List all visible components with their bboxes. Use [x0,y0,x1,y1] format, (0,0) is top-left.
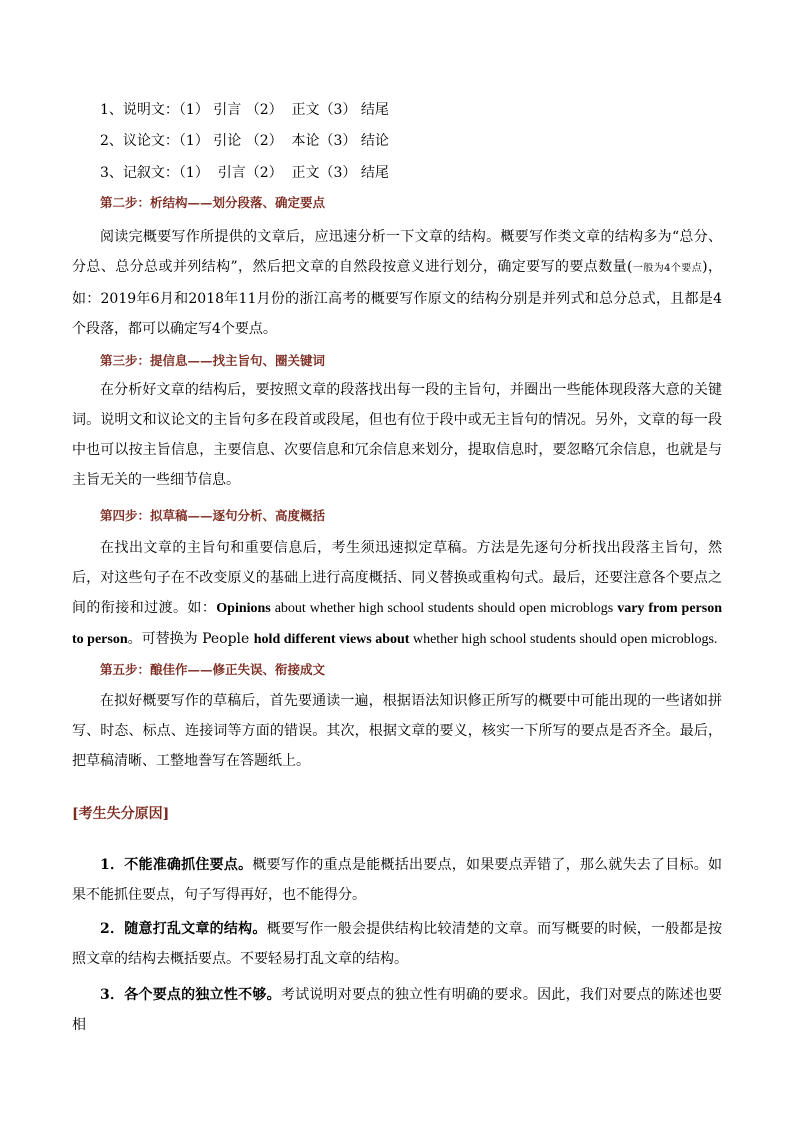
step-5-title: 第五步：酿佳作——修正失误、衔接成文 [100,662,326,677]
reason-title: 2．随意打乱文章的结构。 [100,921,267,937]
reason-title: 3．各个要点的独立性不够。 [100,987,281,1003]
step-2-note: 一般为4个要点 [632,263,703,274]
step-3-title: 第三步：提信息——找主旨句、圈关键词 [100,353,326,368]
example-text: 。可替换为 People [127,631,254,647]
reason-item [72,980,722,1040]
step-2-title: 第二步：析结构——划分段落、确定要点 [100,195,326,210]
example-bold: Opinions [216,601,271,616]
example-bold: hold different views about [253,632,410,647]
step-2-paragraph [72,222,722,344]
example-text: whether high school students should open microblogs. [409,632,718,647]
step-4-title: 第四步：拟草稿——逐句分析、高度概括 [100,508,326,523]
reason-title: 1．不能准确抓住要点。 [100,857,253,873]
reason-item [72,914,722,974]
reasons-heading: [考生失分原因] [72,806,170,822]
structure-list-item: 3、记叙文：（1） 引言（2） 正文（3） 结尾 [100,165,389,181]
structure-list-item: 1、说明文：（1） 引言 （2） 正文（3） 结尾 [100,102,389,118]
step-3-paragraph: 在分析好文章的结构后，要按照文章的段落找出每一段的主旨句，并圈出一些能体现段落大意的关键词。说明文和议论文的主旨句多在段首或段尾，但也有位于段中或无主旨句的情况。另外，文章的每一段中也可以按主旨信息，主要信息、次要信息和冗余信息来划分，提取信息时，要忽略冗余信息，也就是与主旨无关的一些细节信息。 [72,382,722,488]
step-2-text-cont: )，如：2019年6月和2018年11月份的浙江高考的概要写作原文的结构分别是并列式和总分总式，且都是4个段落，都可以确定写4个要点。 [72,259,722,337]
reason-text: 考试说明对要点的独立性有明确的要求。因此，我们对要点的陈述也要相 [72,987,722,1033]
reason-text: 概要写作一般会提供结构比较清楚的文章。而写概要的时候，一般都是按照文章的结构去概括要点。不要轻易打乱文章的结构。 [72,921,722,967]
step-4-paragraph [72,533,722,655]
example-text: about whether high school students should open microblogs [270,601,618,616]
example-bold: vary from person to person [72,601,722,647]
step-2-text: 阅读完概要写作所提供的文章后，应迅速分析一下文章的结构。概要写作类文章的结构多为“总分、分总、总分总或并列结构”，然后把文章的自然段按意义进行划分，确定要写的要点数量( [72,229,722,275]
step-4-text: 在找出文章的主旨句和重要信息后，考生须迅速拟定草稿。方法是先逐句分析找出段落主旨句，然后，对这些句子在不改变原义的基础上进行高度概括、同义替换或重构句式。最后，还要注意各个要点之间的衔接和过渡。如： [72,540,722,616]
reason-text: 概要写作的重点是能概括出要点，如果要点弄错了，那么就失去了目标。如果不能抓住要点，句子写得再好，也不能得分。 [72,857,723,903]
reason-item [72,850,722,910]
step-5-paragraph: 在拟好概要写作的草稿后，首先要通读一遍，根据语法知识修正所写的概要中可能出现的一些诸如拼写、时态、标点、连接词等方面的错误。其次，根据文章的要义，核实一下所写的要点是否齐全。最后，把草稿清晰、工整地誊写在答题纸上。 [72,693,722,769]
structure-list-item: 2、议论文：（1） 引论 （2） 本论（3） 结论 [100,133,389,149]
